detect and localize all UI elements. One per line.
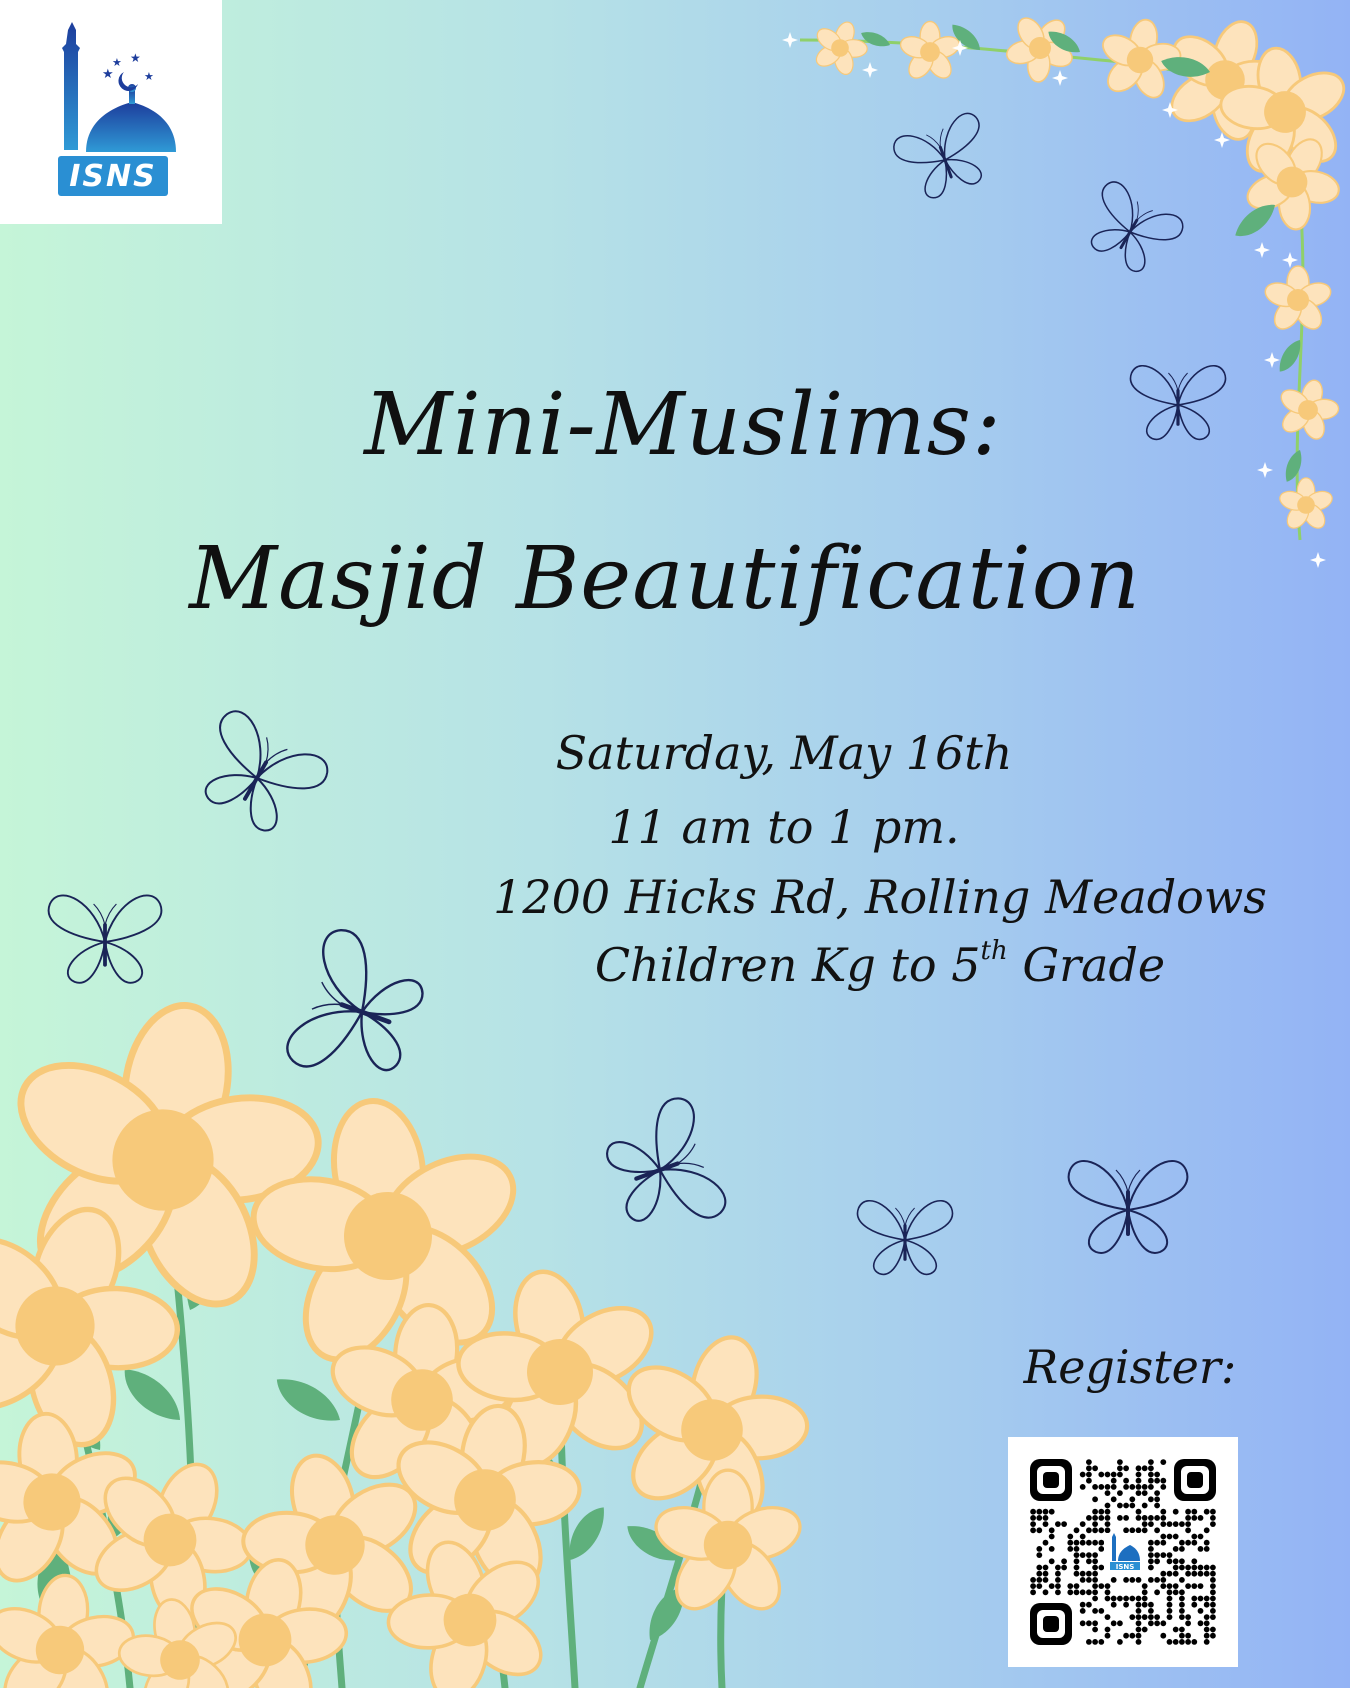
butterfly-icon [184, 706, 333, 845]
butterfly-icon [1069, 1161, 1188, 1253]
svg-text:★: ★ [130, 51, 141, 65]
register-label: Register: [1023, 1340, 1237, 1394]
qr-finder-top-right [1174, 1459, 1216, 1501]
event-grades [540, 936, 1220, 992]
qr-finder-top-left [1030, 1459, 1072, 1501]
butterfly-icon [1075, 178, 1187, 282]
event-date: Saturday, May 16th [555, 726, 1013, 780]
logo [0, 0, 222, 224]
butterfly-icon [858, 1201, 953, 1275]
svg-text:★: ★ [102, 67, 114, 82]
logo-text: ISNS [69, 159, 157, 194]
qr-badge-text: ISNS [1115, 1563, 1135, 1571]
title-line-2: Masjid Beautification [189, 529, 1141, 629]
grades-superscript: th [980, 936, 1008, 966]
svg-text:★: ★ [144, 70, 154, 83]
corner-garland [782, 0, 1350, 568]
butterfly-icon [891, 110, 998, 205]
event-address: 1200 Hicks Rd, Rolling Meadows [493, 870, 1267, 924]
qr-finder-bottom-left [1030, 1603, 1072, 1645]
grades-suffix: Grade [1007, 938, 1166, 992]
butterfly-icon [282, 925, 434, 1097]
registration-qr-code[interactable] [1008, 1437, 1238, 1667]
grades-prefix: Children Kg to 5 [594, 938, 981, 992]
qr-code-icon [1008, 1437, 1238, 1667]
flower-garden [0, 977, 833, 1688]
svg-text:★: ★ [112, 56, 122, 69]
butterfly-icon [596, 1094, 729, 1244]
title-line-1: Mini-Muslims: [364, 375, 1002, 475]
butterfly-icon [49, 895, 162, 982]
event-time: 11 am to 1 pm. [608, 800, 960, 854]
